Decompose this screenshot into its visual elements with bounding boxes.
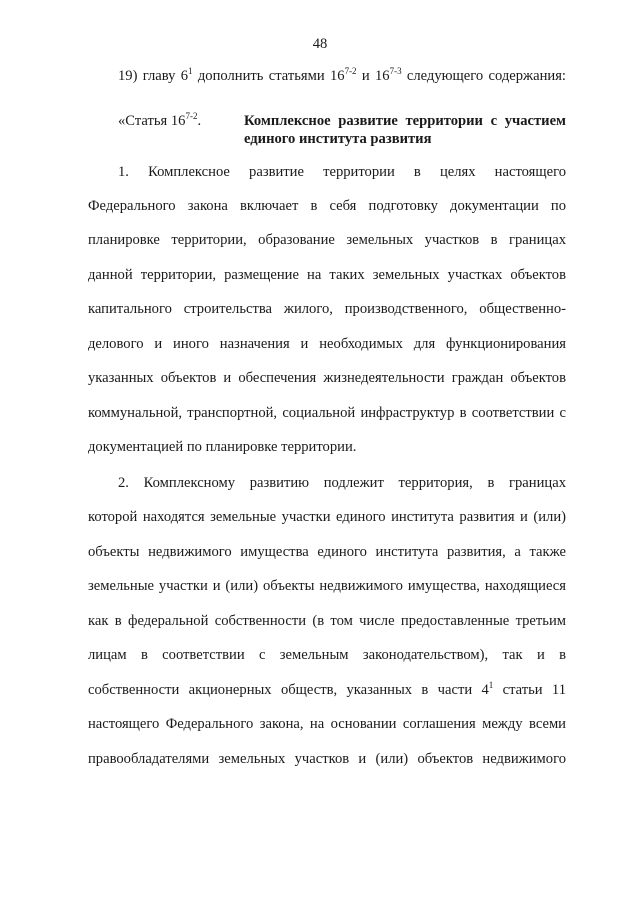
- paragraph-1-line-1: 1. Комплексное развитие территории в целях настоящего: [118, 164, 566, 180]
- paragraph-1-line-5: капитального строительства жилого, производственного, общественно-: [88, 301, 566, 317]
- paragraph-1-line-8: коммунальной, транспортной, социальной инфраструктур в соответствии с: [88, 405, 566, 421]
- paragraph-2-line-4: земельные участки и (или) объекты недвижимого имущества, находящиеся: [88, 578, 566, 594]
- paragraph-2-line-7: собственности акционерных обществ, указанных в части $4^1$ статьи 11: [88, 680, 566, 698]
- paragraph-2-line-6: лицам в соответствии с земельным законодательством), так и в: [88, 647, 566, 663]
- article-heading: [244, 112, 566, 148]
- paragraph-2-line-9: правообладателями земельных участков и (или) объектов недвижимого: [88, 751, 566, 767]
- paragraph-1-line-9: документацией по планировке территории.: [88, 439, 357, 455]
- page-number: 48: [312, 36, 328, 52]
- paragraph-2-line-5: как в федеральной собственности (в том числе предоставленные третьим: [88, 613, 566, 629]
- paragraph-2-line-8: настоящего Федерального закона, на основании соглашения между всеми: [88, 716, 566, 732]
- article-label: «Статья 16$^{7-2}$.: [118, 111, 202, 129]
- paragraph-2-line-2: которой находятся земельные участки единого института развития и (или): [88, 509, 566, 525]
- article-heading-line-1: Комплексное развитие территории с участием: [244, 113, 566, 129]
- amendment-line: 19) главу $6^1$ дополнить статьями 16$^{7-2}$ и 16$^{7-3}$ следующего содержания:: [118, 66, 566, 84]
- paragraph-1-line-4: данной территории, размещение на таких земельных участках объектов: [88, 267, 566, 283]
- paragraph-1-line-2: Федерального закона включает в себя подготовку документации по: [88, 198, 566, 214]
- paragraph-2-line-1: 2. Комплексному развитию подлежит территория, в границах: [118, 475, 566, 491]
- paragraph-1-line-3: планировке территории, образование земельных участков в границах: [88, 232, 566, 248]
- paragraph-1-line-7: указанных объектов и обеспечения жизнедеятельности граждан объектов: [88, 370, 566, 386]
- paragraph-2-line-3: объекты недвижимого имущества единого института развития, а также: [88, 544, 566, 560]
- paragraph-1-line-6: делового и иного назначения и необходимых для функционирования: [88, 336, 566, 352]
- article-heading-line-2: единого института развития: [244, 131, 432, 147]
